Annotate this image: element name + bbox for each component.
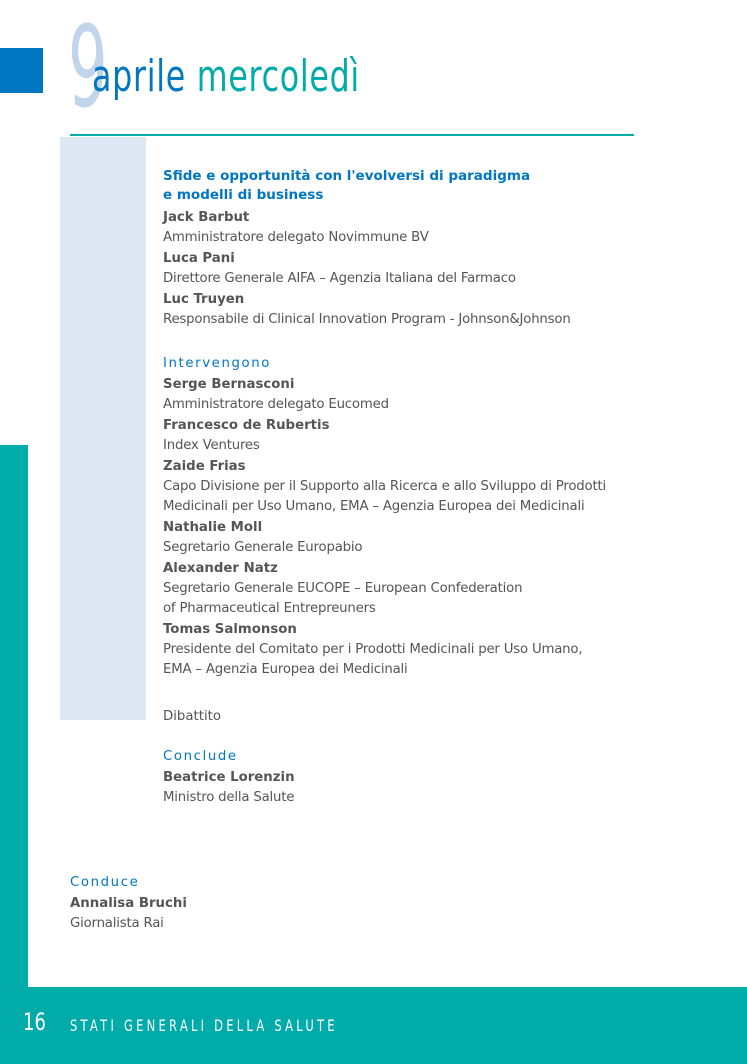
speaker-list (163, 375, 606, 680)
dibattito: Dibattito (163, 709, 221, 724)
speaker-list (163, 208, 571, 330)
session-section (163, 167, 571, 331)
weekday: mercoledì (196, 51, 360, 102)
divider (70, 134, 634, 136)
speaker-role (163, 436, 606, 456)
speaker-name: Alexander Natz (163, 561, 278, 576)
speaker-role (163, 269, 571, 289)
role-line: Presidente del Comitato per i Prodotti Medicinali per Uso Umano, (163, 642, 583, 657)
speaker-name: Luc Truyen (163, 292, 245, 307)
speaker-role: Ministro della Salute (163, 790, 295, 805)
role-line: Direttore Generale AIFA – Agenzia Italiana del Farmaco (163, 271, 516, 286)
footer-title: STATI GENERALI DELLA SALUTE (70, 1016, 338, 1035)
role-line: Medicinali per Uso Umano, EMA – Agenzia Europea dei Medicinali (163, 499, 585, 514)
speaker-name: Nathalie Moll (163, 520, 263, 535)
title-line: e modelli di business (163, 187, 324, 203)
month: aprile (92, 51, 186, 102)
role-line: Amministratore delegato Eucomed (163, 397, 389, 412)
section-label: Conduce (70, 875, 140, 890)
teal-side-strip (0, 445, 28, 987)
role-line: Index Ventures (163, 438, 260, 453)
role-line: Segretario Generale EUCOPE – European Confederation (163, 581, 523, 596)
speaker-name: Serge Bernasconi (163, 377, 295, 392)
speaker-role (163, 477, 606, 517)
conduce-section (70, 873, 187, 935)
title-line: Sfide e opportunità con l'evolversi di paradigma (163, 168, 531, 184)
conclude-section (163, 747, 295, 809)
speaker-name: Jack Barbut (163, 210, 250, 225)
speaker-name: Luca Pani (163, 251, 235, 266)
session-title (163, 167, 571, 205)
speaker-name: Zaide Frias (163, 459, 246, 474)
page-number: 16 (23, 1008, 46, 1036)
intervengono-section (163, 354, 606, 681)
role-line: Segretario Generale Europabio (163, 540, 363, 555)
speaker-role: Giornalista Rai (70, 916, 164, 931)
speaker-name: Annalisa Bruchi (70, 896, 187, 911)
speaker-role (163, 579, 606, 619)
speaker-name: Beatrice Lorenzin (163, 770, 295, 785)
blue-marker (0, 48, 43, 93)
speaker-role (163, 640, 606, 680)
role-line: Responsabile di Clinical Innovation Program - Johnson&Johnson (163, 312, 571, 327)
section-label: Conclude (163, 749, 238, 764)
speaker-role (163, 538, 606, 558)
section-label: Intervengono (163, 356, 272, 371)
role-line: EMA – Agenzia Europea dei Medicinali (163, 662, 408, 677)
speaker-name: Tomas Salmonson (163, 622, 297, 637)
speaker-role (163, 395, 606, 415)
role-line: Capo Divisione per il Supporto alla Ricerca e allo Sviluppo di Prodotti (163, 479, 607, 494)
role-line: Amministratore delegato Novimmune BV (163, 230, 429, 245)
speaker-role (163, 228, 571, 248)
side-column (60, 137, 146, 720)
day-number: 9 (68, 3, 108, 133)
speaker-role (163, 310, 571, 330)
role-line: of Pharmaceutical Entrepreuners (163, 601, 376, 616)
speaker-name: Francesco de Rubertis (163, 418, 330, 433)
date-heading (92, 52, 360, 102)
